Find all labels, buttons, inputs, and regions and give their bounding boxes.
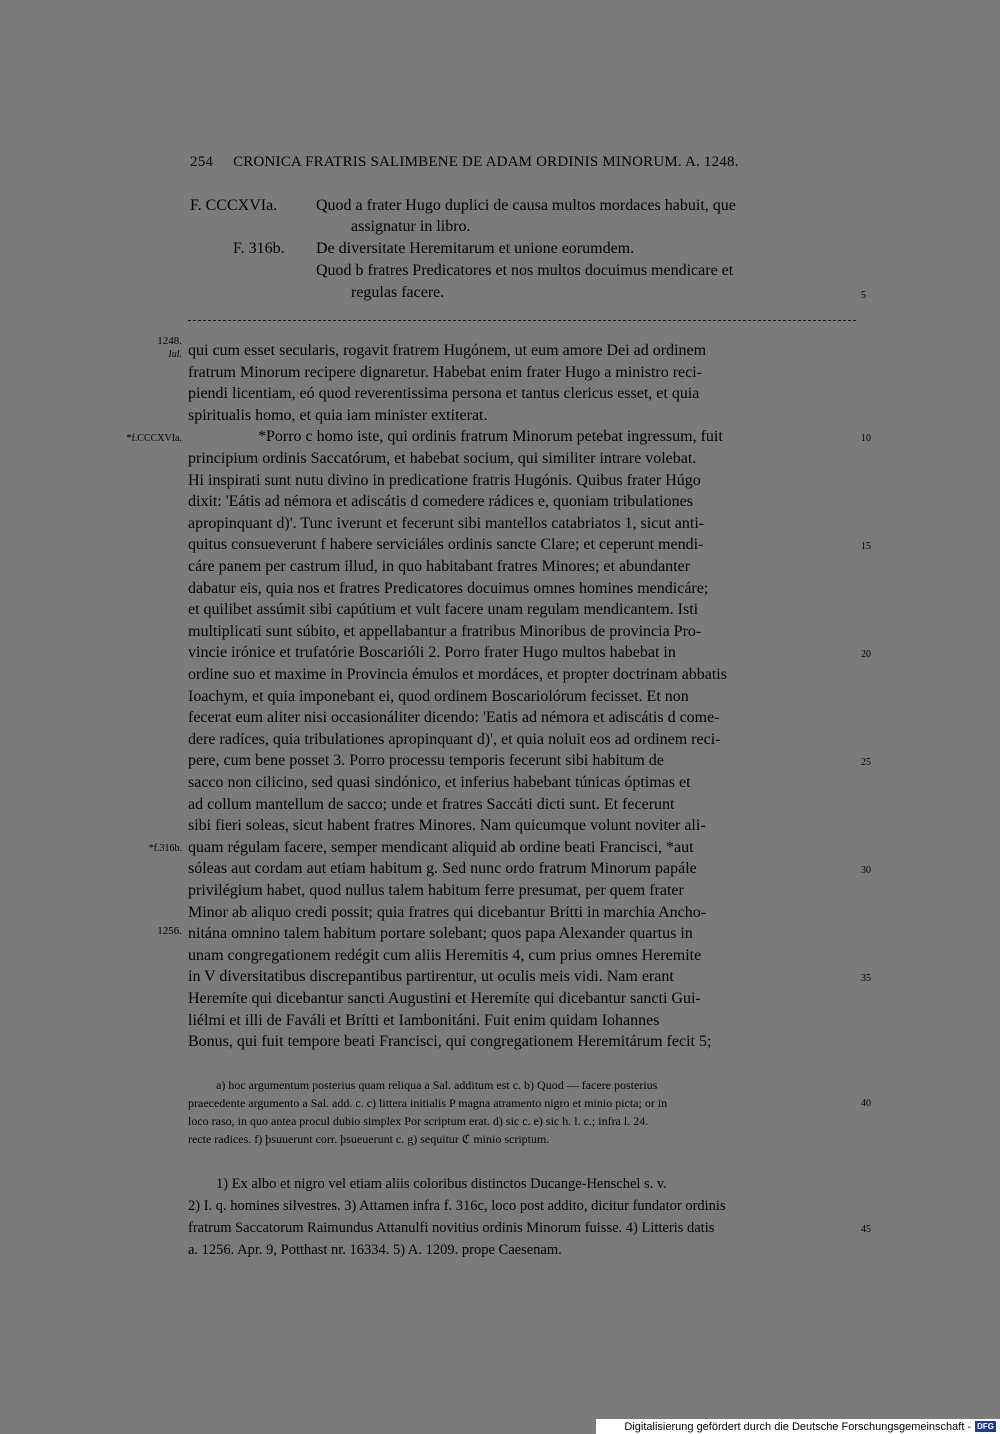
separator-rule <box>188 320 856 321</box>
body-line: *Porro c homo iste, qui ordinis fratrum Minorum petebat ingressum, fuit <box>258 428 723 446</box>
body-line: unam congregationem redégit cum aliis Heremitis 4, cum prius omnes Heremite <box>188 946 702 964</box>
body-line: cáre panem per castrum illud, in quo habitabant fratres Minores; et abundanter <box>188 558 691 575</box>
argument-line: De diversitate Heremitarum et unione eorumdem. <box>316 240 635 257</box>
footnote-line: fratrum Saccatorum Raimundus Attanulfi novitius ordinis Minorum fuisse. 4) Litteris datis <box>188 1220 715 1236</box>
body-line: multiplicati sunt súbito, et appellabantur a fratribus Minoribus de provincia Pro- <box>188 622 702 640</box>
body-line: sacco non cilicino, sed quasi sindónico, et inferius habebant túnicas óptimas et <box>188 774 691 791</box>
funding-credit-bar <box>596 1419 1000 1434</box>
argument-line: assignatur in libro. <box>351 218 471 235</box>
body-line: quam régulam facere, semper mendicant aliquid ab ordine beati Francisci, *aut <box>188 838 694 856</box>
footnote-line: 2) I. q. homines silvestres. 3) Attamen infra f. 316c, loco post addito, dicitur fundator ordinis <box>188 1198 726 1214</box>
line-number: 25 <box>861 757 871 768</box>
body-line: Heremíte qui dicebantur sancti Augustini et Heremíte qui dicebantur sancti Gui- <box>188 990 701 1007</box>
margin-year: 1248. <box>157 335 182 347</box>
critical-note-line: a) hoc argumentum posterius quam reliqua a Sal. additum est c. b) Quod — facere posterius <box>216 1078 658 1092</box>
line-number: 30 <box>861 865 871 876</box>
funding-credit-text: Digitalisierung gefördert durch die Deutsche Forschungsgemeinschaft - <box>624 1420 972 1433</box>
body-line: dabatur eis, quia nos et fratres Predicatores docuimus omnes homines mendicáre; <box>188 579 709 597</box>
body-line: spiritualis homo, et quia iam minister extiterat. <box>188 406 488 424</box>
line-number: 15 <box>861 541 871 552</box>
margin-month: Iul. <box>168 349 182 360</box>
page-number: 254 <box>190 154 214 170</box>
body-line: fratrum Minorum recipere dignaretur. Habebat enim frater Hugo a ministro reci- <box>188 363 703 381</box>
line-number: 45 <box>861 1224 871 1235</box>
dfg-logo-icon: DFG <box>977 1422 994 1431</box>
argument-line: Quod a frater Hugo duplici de causa multos mordaces habuit, que <box>316 197 736 214</box>
body-line: qui cum esset secularis, rogavit fratrem Hugónem, ut eum amore Dei ad ordinem <box>188 342 707 359</box>
body-line: Hi inspirati sunt nutu divino in predicatione fratris Hugónis. Quibus frater Húgo <box>188 471 701 489</box>
body-line: fecerat eum aliter nisi occasionáliter dicendo: 'Eatis ad némora et adiscátis d come- <box>188 709 720 727</box>
body-line: dixit: 'Eátis ad némora et adiscátis d comedere rádices e, quoniam tribulationes <box>188 493 693 511</box>
line-number: 20 <box>861 649 871 660</box>
body-line: nitána omnino talem habitum portare solebant; quos papa Alexander quartus in <box>188 925 693 943</box>
body-line: ordine suo et maxime in Provincia émulos et mordáces, et propter doctrinam abbatis <box>188 666 727 683</box>
footnote-line: a. 1256. Apr. 9, Potthast nr. 16334. 5) A. 1209. prope Caesenam. <box>188 1242 562 1258</box>
body-line: et quilibet assúmit sibi capútium et vult facere unam regulam mendicantem. Isti <box>188 601 699 619</box>
critical-note-line: recte radices. f) ϸsuuerunt corr. ϸsueuerunt c. g) sequitur ℭ minio scriptum. <box>188 1132 550 1146</box>
body-line: dere radíces, quia tribulationes apropinquant d)', et quia noluit eos ad ordinem reci- <box>188 730 721 748</box>
body-line: apropinquant d)'. Tunc iverunt et fecerunt sibi mantellos catabriatos 1, sicut anti- <box>188 514 705 532</box>
body-line: principium ordinis Saccatórum, et habebat socium, qui similiter intrare volebat. <box>188 450 697 467</box>
critical-note-line: praecedente argumento a Sal. add. c. c) littera initialis P magna atramento nigro et minio picta; or in <box>188 1096 668 1110</box>
running-title: CRONICA FRATRIS SALIMBENE DE ADAM ORDINIS MINORUM. A. 1248. <box>233 154 739 170</box>
margin-folio-ref: *f.CCCXVIa. <box>126 433 182 444</box>
footnote-line: 1) Ex albo et nigro vel etiam aliis coloribus distinctos Ducange-Henschel s. v. <box>216 1176 667 1192</box>
body-line: in V diversitatibus discrepantibus partirentur, ut oculis meis vidi. Nam erant <box>188 968 674 986</box>
argument-line: Quod b fratres Predicatores et nos multos docuimus mendicare et <box>316 262 734 279</box>
line-number: 5 <box>861 290 866 301</box>
argument-line: regulas facere. <box>351 284 445 301</box>
body-line: quitus consueverunt f habere serviciáles ordinis sancte Clare; et ceperunt mendi- <box>188 536 704 554</box>
body-line: pere, cum bene posset 3. Porro processu temporis fecerunt sibi habitum de <box>188 752 664 770</box>
body-line: privilégium habet, quod nullus talem habitum ferre presumat, per quem frater <box>188 882 684 899</box>
body-line: Bonus, qui fuit tempore beati Francisci, qui congregationem Heremitárum fecit 5; <box>188 1033 712 1051</box>
body-line: ad collum mantellum de sacco; unde et fratres Saccáti dicti sunt. Et fecerunt <box>188 795 675 813</box>
running-head <box>190 154 739 171</box>
argument-ref-2: F. 316b. <box>233 240 285 257</box>
argument-ref-1: F. CCCXVIa. <box>190 197 278 214</box>
body-line: liélmi et illi de Faváli et Brítti et Iambonitáni. Fuit enim quidam Iohannes <box>188 1011 660 1029</box>
line-number: 40 <box>861 1098 871 1109</box>
body-line: sóleas aut cordam aut etiam habitum g. Sed nunc ordo fratrum Minorum papále <box>188 860 697 878</box>
body-line: piendi licentiam, eó quod reverentissima persona et tantus clericus esset, et quia <box>188 385 700 403</box>
line-number: 10 <box>861 433 871 444</box>
margin-year: 1256. <box>157 925 182 937</box>
body-line: Ioachym, et quia imponebant ei, quod ordinem Boscariolórum fecisset. Et non <box>188 687 689 705</box>
body-line: Minor ab aliquo credi possit; quia fratres qui dicebantur Brítti in marchia Ancho- <box>188 903 707 921</box>
margin-folio-ref: *f.316b. <box>148 843 182 854</box>
body-line: sibi fieri soleas, sicut habent fratres Minores. Nam quicumque volunt noviter ali- <box>188 817 706 835</box>
body-line: vincie irónice et trufatórie Boscarióli 2. Porro frater Hugo multos habebat in <box>188 644 676 662</box>
line-number: 35 <box>861 973 871 984</box>
critical-note-line: loco raso, in quo antea procul dubio simplex Por scriptum erat. d) sic c. e) sic h. l. c.; infra l. 24. <box>188 1114 649 1128</box>
